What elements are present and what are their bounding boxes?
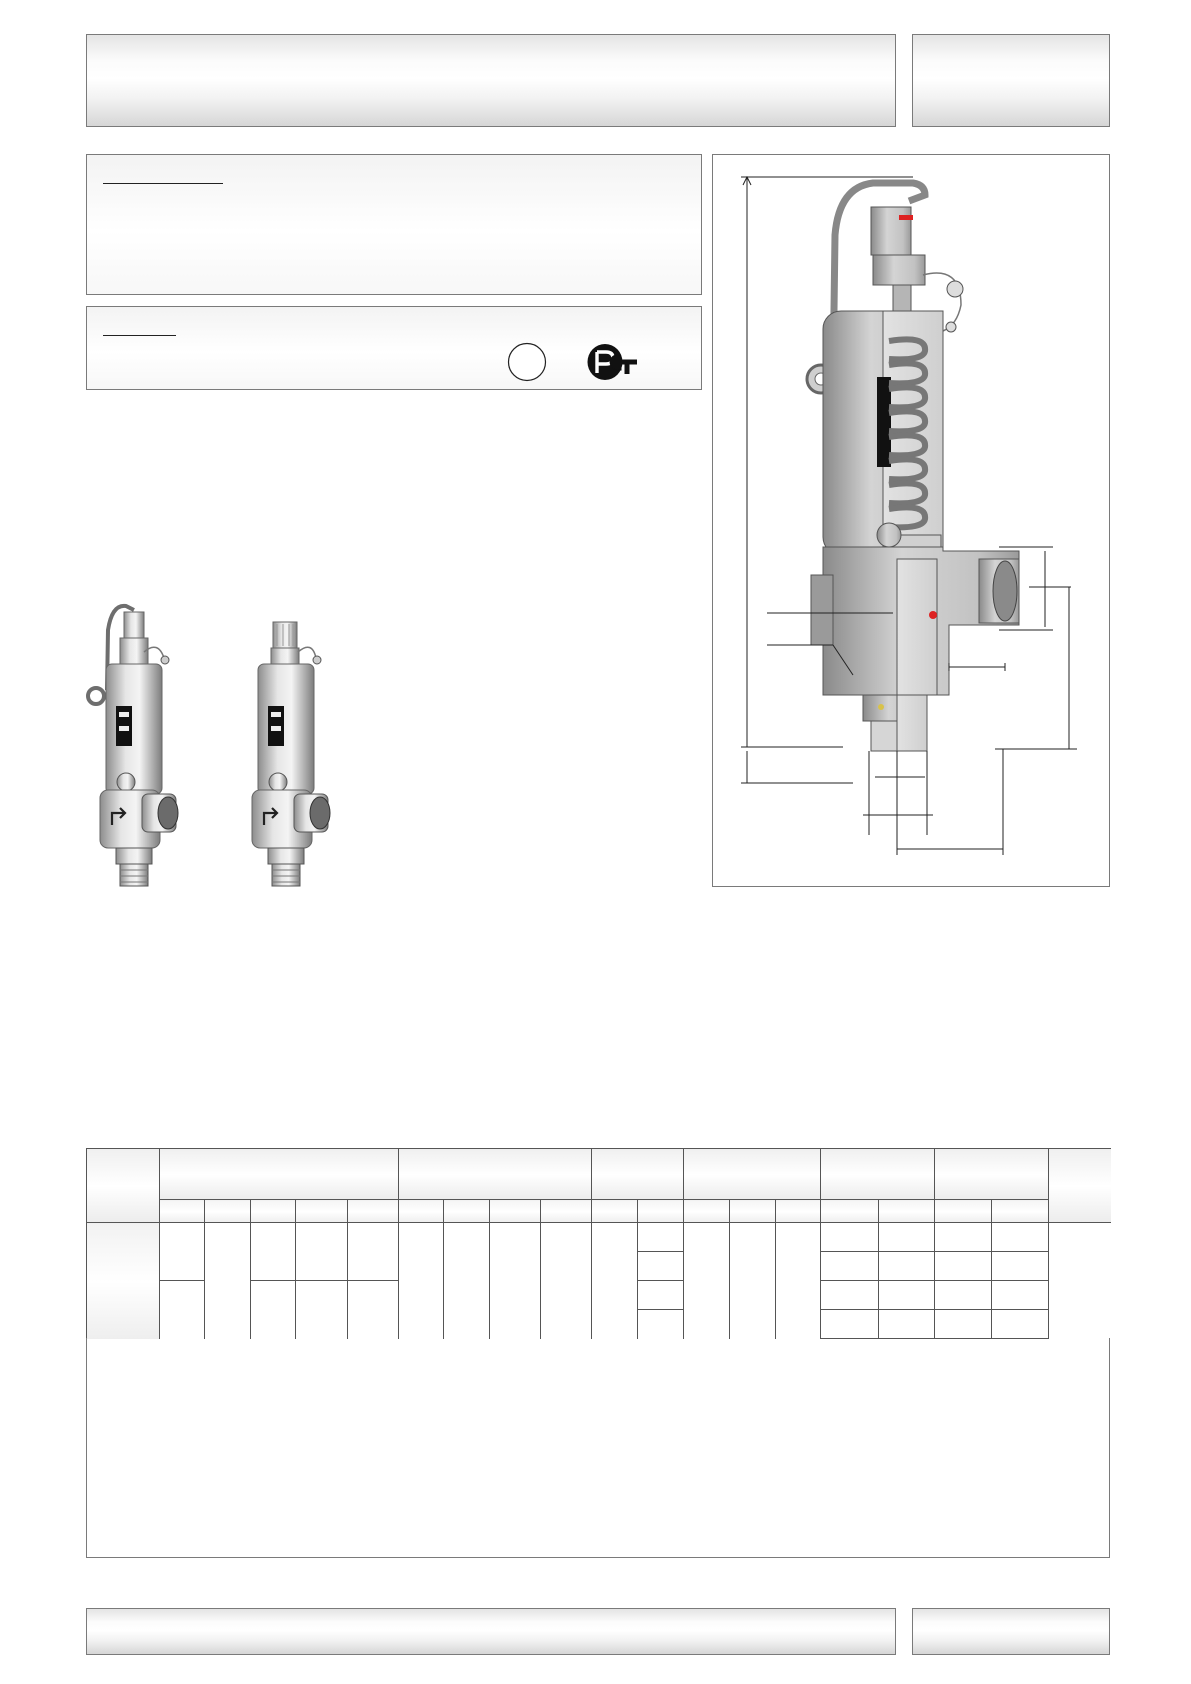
table-header-cell <box>935 1149 1049 1200</box>
table-subheader-cell <box>684 1200 730 1223</box>
description-panel <box>86 154 702 295</box>
table-cell <box>541 1223 592 1339</box>
table-cell <box>684 1223 730 1339</box>
table-cell <box>638 1252 684 1281</box>
table-subheader-cell <box>490 1200 541 1223</box>
specification-table <box>86 1148 1111 1339</box>
table-cell <box>160 1281 205 1339</box>
table-cell <box>821 1223 879 1252</box>
table-subheader-cell <box>444 1200 490 1223</box>
table-cell <box>444 1223 490 1339</box>
table-cell <box>879 1310 935 1339</box>
table-subheader-cell <box>251 1200 296 1223</box>
table-cell <box>296 1281 348 1339</box>
header-title-bar <box>86 34 896 127</box>
table-cell <box>296 1223 348 1281</box>
table-header-cell <box>684 1149 821 1200</box>
valve-with-lever-photo <box>84 600 184 892</box>
table-subheader-cell <box>776 1200 821 1223</box>
cross-section-drawing-panel <box>712 154 1110 887</box>
table-cell <box>399 1223 444 1339</box>
table-subheader-cell <box>935 1200 992 1223</box>
footer-right-bar <box>912 1608 1110 1655</box>
ce-mark-icon <box>507 342 547 382</box>
table-cell <box>821 1252 879 1281</box>
table-cell <box>592 1223 638 1339</box>
table-cell <box>821 1310 879 1339</box>
table-cell <box>879 1223 935 1252</box>
table-header-cell <box>399 1149 592 1200</box>
table-cell <box>251 1281 296 1339</box>
table-cell <box>879 1281 935 1310</box>
approvals-heading-underline <box>103 335 176 336</box>
valve-with-cap-photo <box>246 600 346 892</box>
table-cell <box>638 1310 684 1339</box>
table-cell <box>935 1252 992 1281</box>
table-cell <box>638 1281 684 1310</box>
table-cell <box>992 1281 1049 1310</box>
table-cell <box>992 1223 1049 1252</box>
table-cell <box>992 1310 1049 1339</box>
table-header-row <box>87 1149 1111 1200</box>
table-subheader-cell <box>638 1200 684 1223</box>
footer-left-bar <box>86 1608 896 1655</box>
table-subheader-cell <box>879 1200 935 1223</box>
table-cell <box>730 1223 776 1339</box>
header-code-bar <box>912 34 1110 127</box>
table-subheader-cell <box>348 1200 399 1223</box>
table-subheader-cell <box>541 1200 592 1223</box>
table-header-cell <box>821 1149 935 1200</box>
table-cell <box>87 1223 160 1339</box>
table-cell <box>348 1223 399 1281</box>
table-header-cell <box>1049 1149 1111 1223</box>
table-subheader-cell <box>160 1200 205 1223</box>
notes-frame <box>86 1338 1110 1558</box>
table-cell <box>160 1223 205 1281</box>
table-cell <box>348 1281 399 1339</box>
table-subheader-cell <box>821 1200 879 1223</box>
table-row <box>87 1223 1111 1252</box>
table-subheader-cell <box>730 1200 776 1223</box>
table-header-cell <box>160 1149 399 1200</box>
table-cell <box>935 1223 992 1252</box>
table-cell <box>879 1252 935 1281</box>
table-cell <box>1049 1223 1111 1339</box>
table-cell <box>205 1223 251 1339</box>
table-cell <box>935 1281 992 1310</box>
table-cell <box>251 1223 296 1281</box>
table-subheader-cell <box>205 1200 251 1223</box>
table-subheader-cell <box>296 1200 348 1223</box>
gost-r-mark-icon <box>587 343 639 381</box>
table-subheader-cell <box>399 1200 444 1223</box>
table-subheader-cell <box>592 1200 638 1223</box>
table-cell <box>638 1223 684 1252</box>
table-cell <box>992 1252 1049 1281</box>
table-cell <box>821 1281 879 1310</box>
table-header-cell <box>592 1149 684 1200</box>
valve-cross-section-drawing <box>713 155 1109 886</box>
approvals-panel <box>86 306 702 390</box>
table-cell <box>490 1223 541 1339</box>
table-subheader-row <box>87 1200 1111 1223</box>
table-subheader-cell <box>992 1200 1049 1223</box>
table-header-cell <box>87 1149 160 1223</box>
description-heading-underline <box>103 183 223 184</box>
table-cell <box>935 1310 992 1339</box>
table-cell <box>776 1223 821 1339</box>
